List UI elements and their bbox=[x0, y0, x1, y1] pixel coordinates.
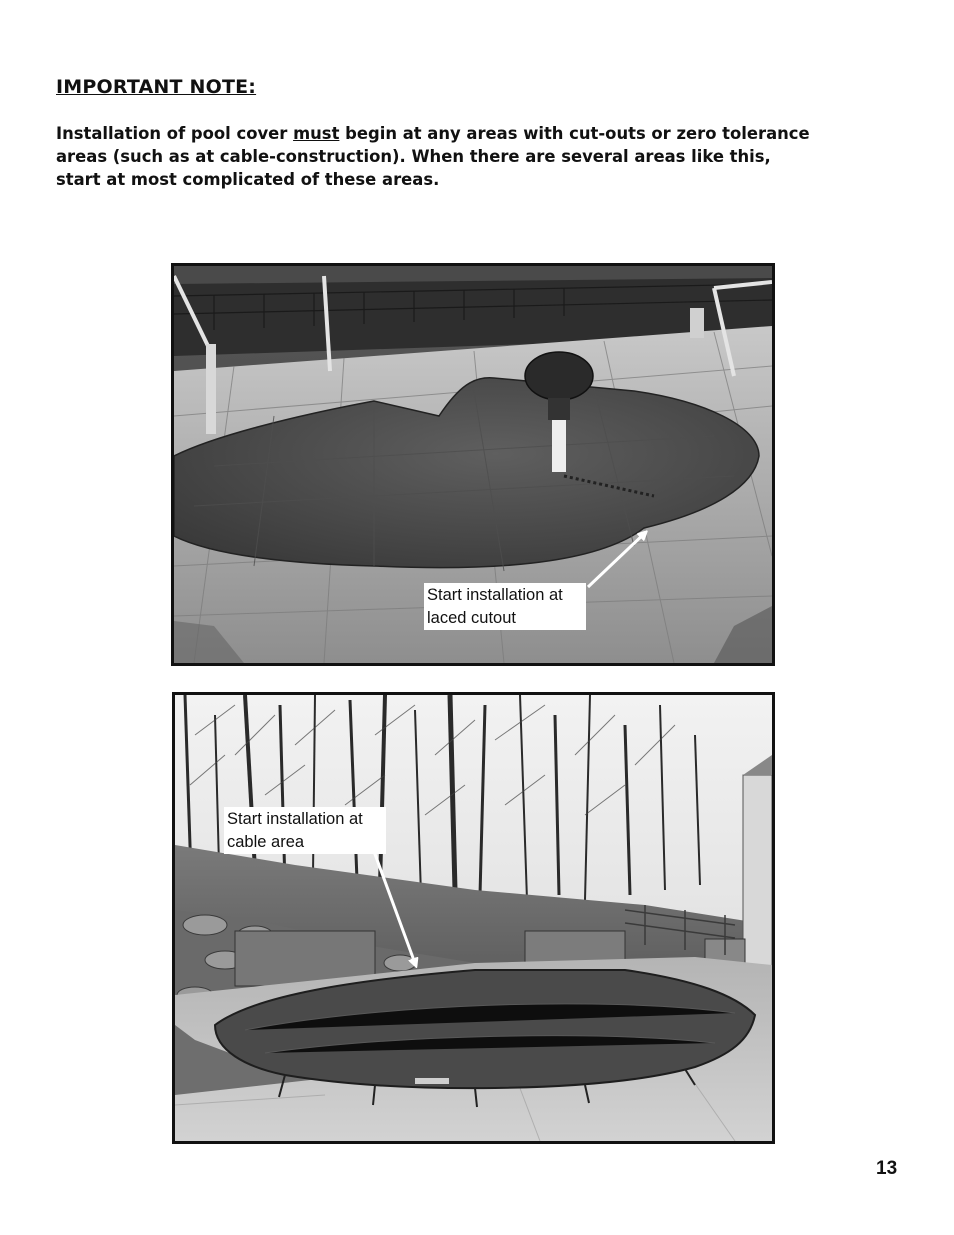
note-line-2: areas (such as at cable-construction). When there are several areas like this, bbox=[56, 147, 771, 166]
callout-laced-cutout-line-1: Start installation at bbox=[427, 586, 563, 604]
page-number: 13 bbox=[876, 1158, 898, 1179]
callout-laced-cutout bbox=[424, 583, 586, 630]
installation-note bbox=[56, 122, 906, 191]
callout-cable-area-line-1: Start installation at bbox=[227, 810, 363, 828]
photo-cable-area-image bbox=[175, 695, 772, 1141]
note-line-1b: begin at any areas with cut-outs or zero tolerance bbox=[339, 124, 810, 143]
photo-cable-area bbox=[172, 692, 775, 1144]
callout-laced-cutout-line-2: laced cutout bbox=[427, 609, 516, 627]
note-line-3: start at most complicated of these areas. bbox=[56, 170, 440, 189]
important-note-heading: IMPORTANT NOTE: bbox=[56, 76, 257, 98]
callout-cable-area-line-2: cable area bbox=[227, 833, 305, 851]
note-line-1a: Installation of pool cover bbox=[56, 124, 294, 143]
note-emphasis-must: must bbox=[293, 124, 340, 143]
callout-cable-area bbox=[224, 807, 386, 854]
